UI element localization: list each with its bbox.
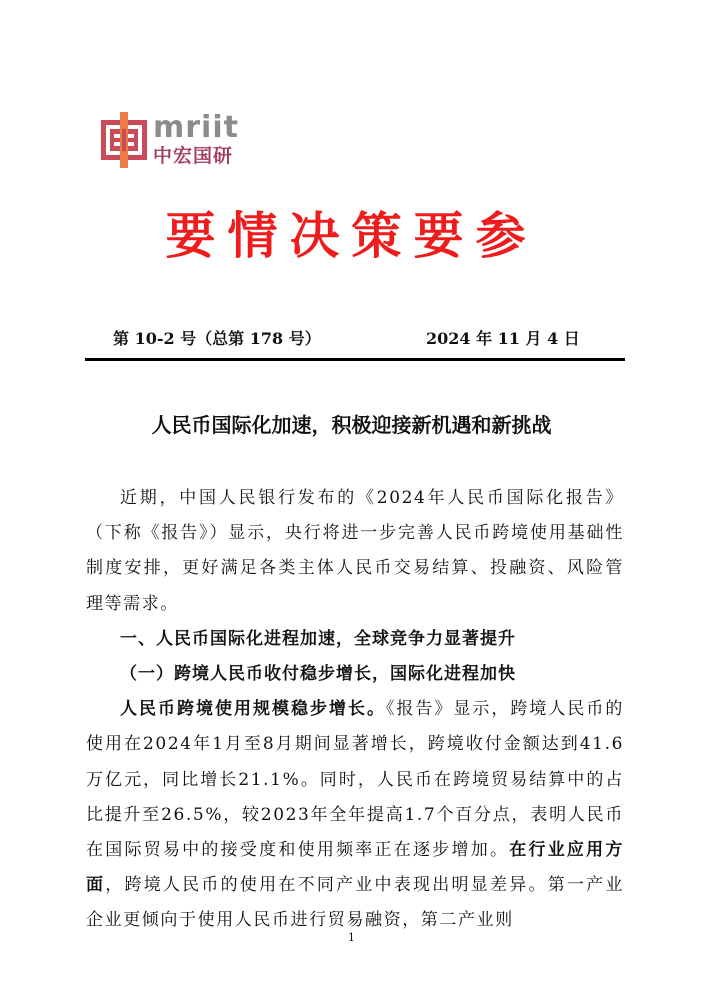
section-heading: 一、人民币国际化进程加速，全球竞争力显著提升 (120, 628, 516, 649)
logo (101, 110, 239, 168)
issue-number: 第 10-2 号（总第 178 号） (113, 329, 321, 348)
article-body (86, 481, 624, 939)
header-divider (85, 358, 625, 361)
paragraph-text-continued: ，跨境人民币的使用在不同产业中表现出明显差异。第一产业企业更倾向于使用人民币进行贸易融资，第二产业则 (86, 875, 624, 931)
logo-english-text: mriit (153, 110, 239, 145)
logo-chinese-text: 中宏国研 (153, 145, 234, 167)
paragraph-text: 《报告》显示，跨境人民币的使用在2024年1月至8月期间显著增长，跨境收付金额达到41.6万亿元，同比增长21.1%。同时，人民币在跨境贸易结算中的占比提升至26.5%，较2023年全年提高1.7个百分点，表明人民币在国际贸易中的接受度和使用频率正在逐步增加。 (86, 699, 624, 861)
subsection-heading: （一）跨境人民币收付稳步增长，国际化进程加快 (120, 664, 516, 685)
masthead: 要情决策要参 (165, 207, 538, 265)
article-title: 人民币国际化加速，积极迎接新机遇和新挑战 (151, 413, 552, 437)
paragraph-lead: 人民币跨境使用规模稳步增长。 (120, 699, 386, 720)
page-number: 1 (348, 931, 355, 944)
mriit-logo-icon (101, 112, 147, 168)
body-paragraph (86, 692, 624, 938)
intro-paragraph: 近期，中国人民银行发布的《2024年人民币国际化报告》（下称《报告》）显示，央行将进一步完善人民币跨境使用基础性制度安排，更好满足各类主体人民币交易结算、投融资、风险管理等需求。 (86, 488, 624, 614)
paragraph-bold-phrase: 在行业应用方面 (86, 840, 625, 896)
issue-date: 2024 年 11 月 4 日 (426, 329, 580, 348)
